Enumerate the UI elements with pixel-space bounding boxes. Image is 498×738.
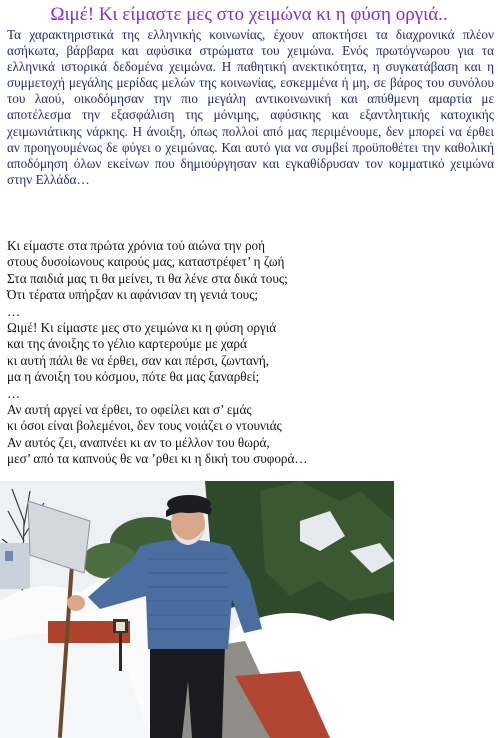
poem-line: …: [7, 385, 21, 401]
poem-line: και της άνοιξης το γέλιο καρτερούμε με χαρά: [7, 336, 247, 352]
poem-line: κι όσοι είναι βολεμένοι, δεν τους νοιάζει ο ντουνιάς: [7, 418, 282, 434]
snow-scene-photo: [0, 481, 394, 738]
poem-line: Αν αυτός ζει, αναπνέει κι αν το μέλλον του θωρά,: [7, 434, 270, 450]
poem-line: στους δυσοίωνους καιρούς μας, καταστρέφετ’ η ζωή: [7, 254, 285, 270]
poem-line: Αν αυτή αργεί να έρθει, το οφείλει και σ’ εμάς: [7, 401, 252, 417]
poem-line: μα η άνοιξη του κόσμου, πότε θα μας ξαναρθεί;: [7, 369, 260, 385]
poem-line: …: [7, 303, 21, 319]
poem-line: Ωιμέ! Κι είμαστε μες στο χειμώνα κι η φύση οργιά: [7, 319, 277, 335]
poem-line: μεσ’ από τα καπνούς θε να ’ρθει κι η δική του συφορά…: [7, 451, 308, 467]
poem-line: κι αυτή πάλι θε να έρθει, σαν και πέρσι, ζωντανή,: [7, 352, 270, 368]
poem: [7, 238, 494, 467]
poem-line: Ότι τέρατα υπήρξαν κι αφάνισαν τη γενιά τους;: [7, 287, 259, 303]
intro-paragraph: Τα χαρακτηριστικά της ελληνικής κοινωνίας, έχουν αποκτήσει τα διαχρονικά πλέον ασήκωτα, βάρβαρα και αφύσικα στρώματα του χειμώνα. Ενός πρωτόγνωρου για τα ελληνικά ιστορικά δεδομένα χειμώνα. Η παθητική ανεκτικότητα, η συγκατάβαση και η συμμετοχή μεγάλης μερίδας μελών της κοινωνίας, εσκεμμένα ή μη, σε βάρος του συνόλου του λαού, οικοδόμησαν την πιο μεγάλη αντικοινωνική και απύθμενη αμαρτία με αποτέλεσμα την εξασφάλιση της μόνιμης, αφύσικης και εξαντλητικής κατοχικής χειμωνιάτικης νάρκης. Η άνοιξη, όπως πολλοί από μας περιμένουμε, δεν μπορεί να έρθει αν προηγουμένως δε φύγει ο χειμώνας. Και αυτό για να συμβεί προϋποθέτει την καθολική αποδόμηση όλων εκείνων που δημιούργησαν και εγκαθίδρυσαν τον κομματικό χειμώνα στην Ελλάδα…: [7, 27, 494, 187]
page-title: Ωιμέ! Κι είμαστε μες στο χειμώνα κι η φύση οργιά..: [50, 4, 448, 25]
poem-line: Κι είμαστε στα πρώτα χρόνια τού αιώνα την ροή: [7, 238, 266, 253]
poem-line: Στα παιδιά μας τι θα μείνει, τι θα λένε στα δικά τους;: [7, 270, 288, 286]
